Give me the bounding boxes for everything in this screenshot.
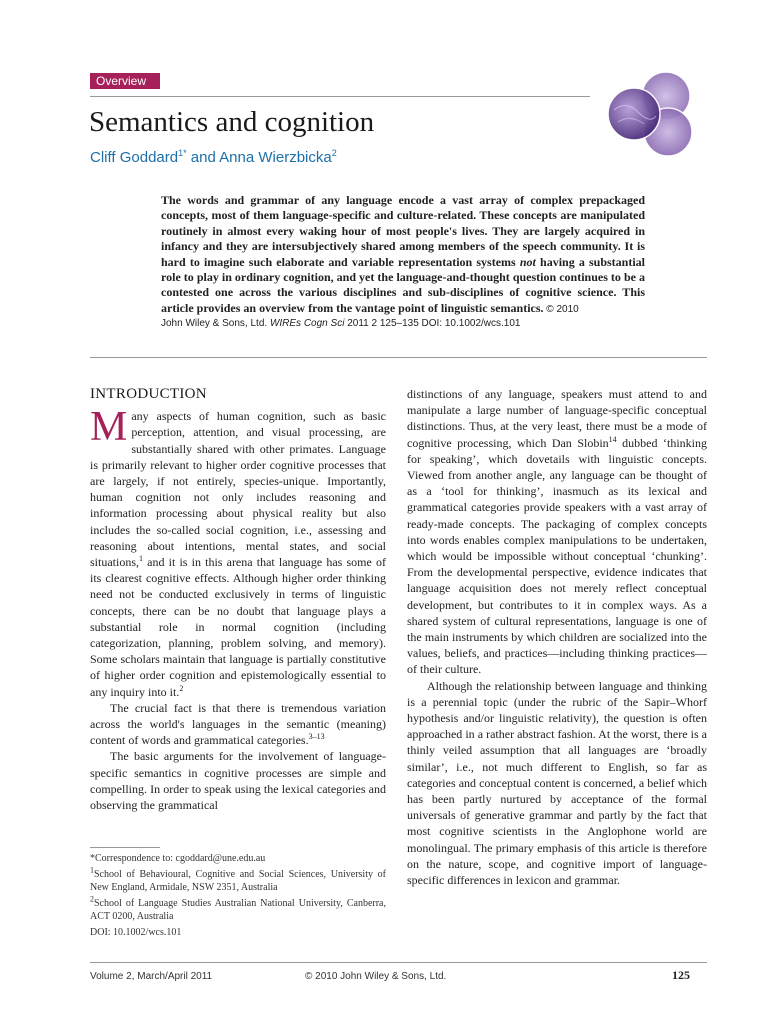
footnote-divider [90, 847, 160, 848]
abstract-text: having a substantial role to play in ordinary cognition, and yet the language-and-thought question continues to be a contested one across the various disciplines and sub-disciplines of cognitive science. This article provides an overview from the vantage point of linguistic semantics. [161, 254, 646, 315]
author-affiliation-mark: 1* [178, 148, 187, 158]
abstract-copyright: © 2010 [543, 303, 579, 315]
article-title: Semantics and cognition [89, 106, 375, 138]
author-affiliation-mark: 2 [331, 148, 337, 158]
authors [90, 149, 337, 166]
drop-cap: M [90, 404, 128, 451]
journal-name: WIREs Cogn Sci [269, 317, 345, 329]
footer-copyright: © 2010 John Wiley & Sons, Ltd. [305, 971, 447, 982]
reference-link[interactable]: 1 [139, 554, 144, 564]
footer-volume: Volume 2, March/April 2011 [90, 971, 213, 982]
affiliation-note: $^1$School of Behavioural, Cognitive and Social Sciences, University of New England, Armidale, NSW 2351, Australia [90, 865, 386, 893]
paragraph: Although the relationship between language and thinking is a perennial topic (under the rubric of the Sapir–Whorf hypothesis and/or linguistic relativity), the question is often approached in a rather abstract fashion. At the worst, there is a thinly veiled assumption that all languages are ‘broadly similar’, i.e., not much different to English, so far as categories and conceptual content is concerned, a belief which has been partly nurtured by acceptance of the formal universals of generative grammar and partly by the fact that most cognitive scientists in the Anglophone world are monolingual. The primary emphasis of this article is therefore on the nature, scope, and cognitive import of language-specific differences in lexicon and grammar. [407, 678, 707, 888]
abstract-divider [90, 357, 707, 358]
page-number: 125 [672, 968, 690, 982]
author-name[interactable]: Anna Wierzbicka [219, 149, 332, 166]
header-divider [90, 96, 590, 97]
footnotes [90, 852, 386, 942]
paragraph: The basic arguments for the involvement of language-specific semantics in cognitive processes are simple and compelling. In order to speak using the lexical categories and observing the grammatical [90, 749, 386, 813]
reference-link[interactable]: 2 [179, 683, 184, 693]
author-conjunction: and [186, 149, 220, 166]
correspondence-note[interactable]: *Correspondence to: cgoddard@une.edu.au [90, 853, 266, 864]
body-column-right [407, 386, 707, 888]
footer-divider [90, 962, 707, 963]
section-heading: INTRODUCTION [90, 386, 207, 402]
author-name[interactable]: Cliff Goddard [90, 149, 179, 166]
venn-circles-icon [604, 70, 696, 162]
body-column-left [90, 386, 386, 813]
paragraph: distinctions of any language, speakers must attend to and manipulate a large number of language-specific conceptual distinctions. Thus, at the very least, there must be a mode of cognitive processing, which Dan Slobin$^{14}$ dubbed ‘thinking for speaking’, which dovetails with linguistic concepts. Viewed from another angle, any language can be thought of as a ‘tool for thinking’, inasmuch as its lexical and grammatical categories provide speakers with a vast array of ready-made concepts. The packaging of complex concepts into words enables complex manipulations to be undertaken, which would be impossible without conceptual ‘chunking’. From the developmental perspective, evidence indicates that language acquisition does not merely reflect conceptual development, but contributes to it in complex ways. As a shared system of cultural representations, language is one of the main instruments by which children are socialized into the values, beliefs, and practices—including thinking practices—of their culture. [407, 387, 708, 677]
reference-link[interactable]: 14 [608, 434, 617, 444]
affiliation-note: $^2$School of Language Studies Australian National University, Canberra, ACT 0200, Australia [90, 894, 386, 922]
abstract [161, 193, 645, 331]
abstract-citation: John Wiley & Sons, Ltd. WIREs Cogn Sci 2011 2 125–135 DOI: 10.1002/wcs.101 [161, 317, 521, 329]
article-type-tag: Overview [90, 73, 160, 89]
paragraph: Many aspects of human cognition, such as basic perception, attention, and visual processing, are substantially shared with other primates. Language is primarily relevant to higher order cognitive processes that are largely, if not entirely, species-unique. Importantly, human cognition not only includes reasoning and information processing about physical reality but also includes the so-called social cognition, i.e., assessing and reasoning about intentions, mental states, and social situations,$^1$ and it is in this arena that language has some of its clearest cognitive effects. Although higher order thinking need not be conducted exclusively in terms of linguistic concepts, there can be no doubt that language plays a substantial role in normal cognition (including categorization, planning, problem solving, and memory). Some scholars maintain that language is partially constitutive of higher order cognition and epistemologically essential to any inquiry into it.$^2$ [90, 404, 386, 699]
abstract-emphasis: not [519, 254, 536, 269]
abstract-text: The words and grammar of any language encode a vast array of complex prepackaged concepts, most of them language-specific and culture-related. These concepts are manipulated routinely in almost every waking hour of most people's lives. They are largely acquired in infancy and they are intersubjectively shared among members of the speech community. It is hard to imagine such elaborate and variable representation systems [161, 193, 645, 269]
paragraph: The crucial fact is that there is tremendous variation across the world's languages in the semantic (meaning) content of words and grammatical categories.$^{3-13}$ [90, 700, 386, 748]
doi-note[interactable]: DOI: 10.1002/wcs.101 [90, 927, 182, 938]
reference-link[interactable]: 3–13 [308, 732, 325, 742]
